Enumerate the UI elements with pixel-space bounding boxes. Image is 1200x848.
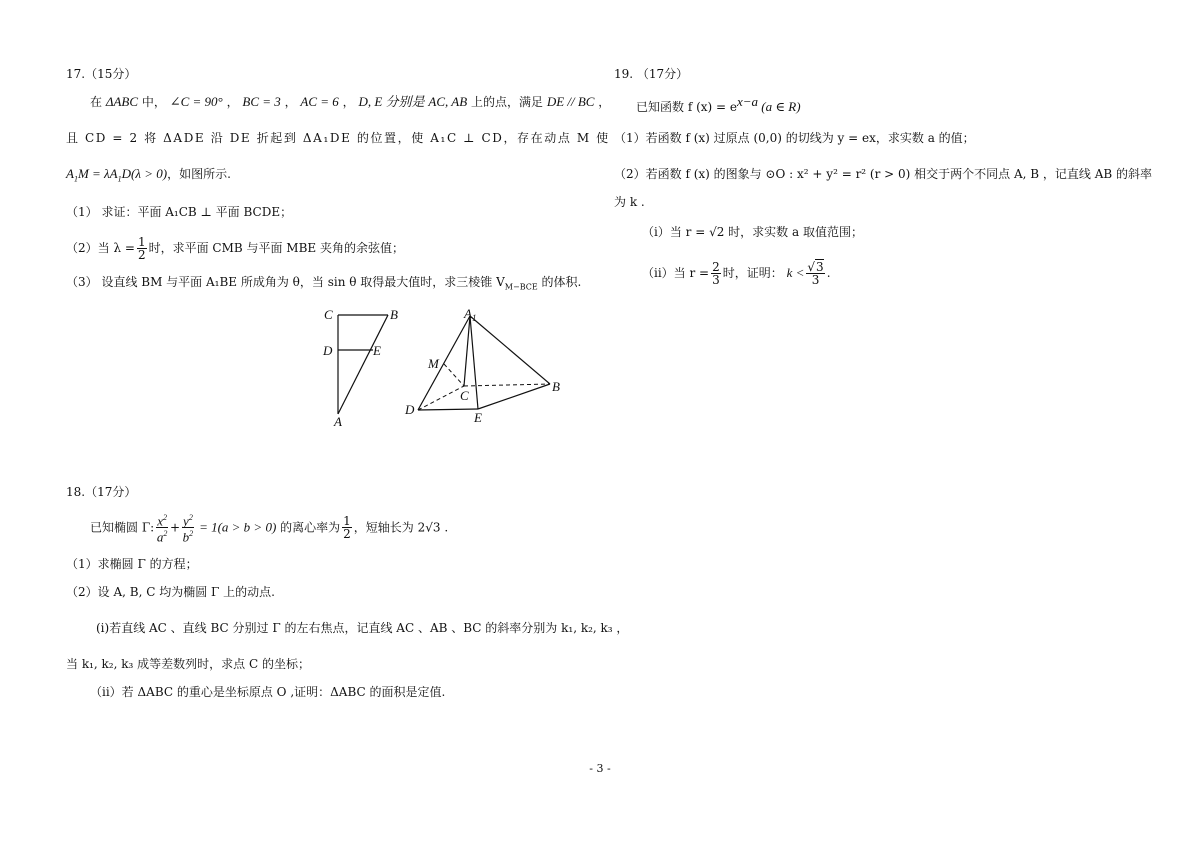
q19-part1: （1）若函数 f (x) 过原点 (0,0) 的切线为 y = ex，求实数 a 的值； xyxy=(614,131,975,145)
q17-condition-line3: $A_1M = \lambda A_1D(\lambda > 0)$，如图所示. xyxy=(66,166,231,184)
q18-sub-i-line2: 当 k₁, k₂, k₃ 成等差数列时，求点 C 的坐标； xyxy=(66,657,310,671)
q18-sub-i-line1: (i)若直线 AC 、直线 BC 分别过 Γ 的左右焦点，记直线 AC 、AB 、BC 的斜率分别为 k₁, k₂, k₃ ， xyxy=(96,621,629,635)
q17-part2: （2）当 λ = $\frac{1}{2}$ 时，求平面 CMB 与平面 MBE 夹角的余弦值； xyxy=(66,235,404,262)
q17-part1: （1） 求证：平面 A₁CB ⊥ 平面 BCDE； xyxy=(66,205,293,219)
fig2-label-d: D xyxy=(405,402,415,417)
fig1-label-d: D xyxy=(323,343,333,358)
q17-header: 17.（15分） xyxy=(66,67,137,81)
fig2-label-c: C xyxy=(460,388,469,403)
q19-part2-line1: （2）若函数 f (x) 的图象与 ⊙O : x² + y² = r² (r > 0) 相交于两个不同点 A, B ，记直线 AB 的斜率 xyxy=(614,167,1153,181)
fig1-label-a: A xyxy=(334,414,342,429)
fig1-label-c: C xyxy=(324,307,333,322)
q18-header: 18.（17分） xyxy=(66,485,137,499)
q19-part2-line2: 为 k . xyxy=(614,195,645,209)
q19-sub-i: （i）当 r = √2 时，求实数 a 取值范围； xyxy=(642,225,863,239)
fig2-label-b: B xyxy=(552,379,560,394)
q19-intro: 已知函数 f $(x) = e^{x-a}$ (a ∈ R) xyxy=(636,94,801,114)
q19-header: 19. （17分） xyxy=(614,67,689,81)
q18-sub-ii: （ii）若 ΔABC 的重心是坐标原点 O ,证明：ΔABC 的面积是定值. xyxy=(90,685,446,699)
q18-intro: 已知椭圆 Γ: $\frac{x^2}{a^2}$ + $\frac{y^2}{b^2}$ = 1(a > b > 0) 的离心率为 $\frac{1}{2}$ ，短轴长为 2√3 . xyxy=(90,513,449,545)
page-number: - 3 - xyxy=(589,762,611,775)
fig1-label-b: B xyxy=(390,307,398,322)
pyramid-figure xyxy=(402,306,572,428)
q17-condition-line2: 且 CD = 2 将 ΔADE 沿 DE 折起到 ΔA₁DE 的位置，使 A₁C ⊥ CD，存在动点 M 使 xyxy=(66,131,610,145)
q17-condition-line1: 在 ΔABC 中， ∠C = 90° ， BC = 3 ， AC = 6 ， D, E 分别是 AC, AB 上的点，满足 DE // BC ， xyxy=(90,94,611,109)
fig2-label-m: M xyxy=(428,356,439,371)
q19-sub-ii: （ii）当 r = $\frac{2}{3}$ 时，证明： k < $\frac{√3}{3}$ . xyxy=(642,260,831,287)
fig2-label-e: E xyxy=(474,410,482,425)
q17-part3: （3） 设直线 BM 与平面 A₁BE 所成角为 θ，当 sin θ 取得最大值时，求三棱锥 $V_{M-BCE}$ 的体积. xyxy=(66,275,582,292)
q18-part2: （2）设 A, B, C 均为椭圆 Γ 上的动点. xyxy=(66,585,275,599)
fig2-label-a1: $A_1$ xyxy=(464,306,477,323)
fig1-label-e: E xyxy=(373,343,381,358)
q18-part1: （1）求椭圆 Γ 的方程； xyxy=(66,557,198,571)
